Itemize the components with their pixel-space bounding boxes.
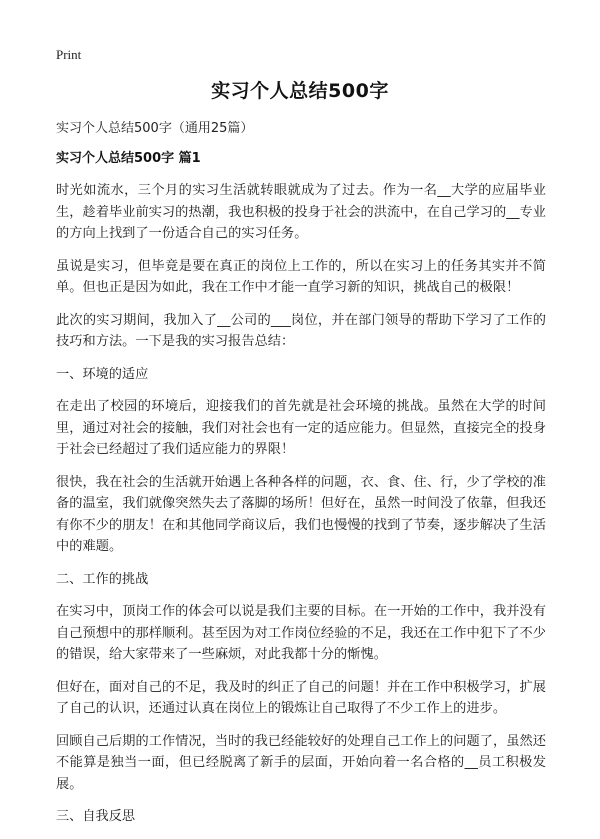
paragraph-3: 此次的实习期间，我加入了__公司的___岗位，并在部门领导的帮助下学习了工作的技巧和方法。一下是我的实习报告总结： [56,312,546,349]
heading-environment: 一、环境的适应 [56,366,149,382]
heading-work-challenge: 二、工作的挑战 [56,571,149,587]
document-body [56,180,546,839]
paragraph-4: 在走出了校园的环境后，迎接我们的首先就是社会环境的挑战。虽然在大学的时间里，通过对社会的接触，我们对社会也有一定的适应能力。但显然，直接完全的投身于社会已经超过了我们适应能力的界限！ [56,399,546,457]
paragraph-8: 回顾自己后期的工作情况，当时的我已经能较好的处理自己工作上的问题了，虽然还不能算是独当一面，但已经脱离了新手的层面，开始向着一名合格的__员工积极发展。 [56,733,546,792]
heading-self-reflection: 三、自我反思 [56,809,136,824]
print-link[interactable]: Print [56,47,82,62]
paragraph-1: 时光如流水，三个月的实习生活就转眼就成为了过去。作为一名__大学的应届毕业生，趁着毕业前实习的热潮，我也积极的投身于社会的洪流中，在自己学习的__专业的方向上找到了一份适合自己的实习任务。 [56,183,546,241]
section-title: 实习个人总结500字 篇1 [56,151,201,166]
paragraph-2: 虽说是实习，但毕竟是要在真正的岗位上工作的，所以在实习上的任务其实并不简单。但也正是因为如此，我在工作中才能一直学习新的知识，挑战自己的极限！ [56,258,546,295]
paragraph-5: 很快，我在社会的生活就开始遇上各种各样的问题，衣、食、住、行，少了学校的准备的温室，我们就像突然失去了落脚的场所！但好在，虽然一时间没了依靠，但我还有你不少的朋友！在和其他同学商议后，我们也慢慢的找到了节奏，逐步解决了生活中的难题。 [56,474,546,554]
paragraph-6: 在实习中，顶岗工作的体会可以说是我们主要的目标。在一开始的工作中，我并没有自己预想中的那样顺利。甚至因为对工作岗位经验的不足，我还在工作中犯下了不少的错误，给大家带来了一些麻烦，对此我都十分的惭愧。 [56,604,546,662]
document-subtitle: 实习个人总结500字（通用25篇） [56,121,254,136]
paragraph-7: 但好在，面对自己的不足，我及时的纠正了自己的问题！并在工作中积极学习，扩展了自己的认识，还通过认真在岗位上的锻炼让自己取得了不少工作上的进步。 [56,679,546,716]
page-title: 实习个人总结500字 [211,80,389,102]
